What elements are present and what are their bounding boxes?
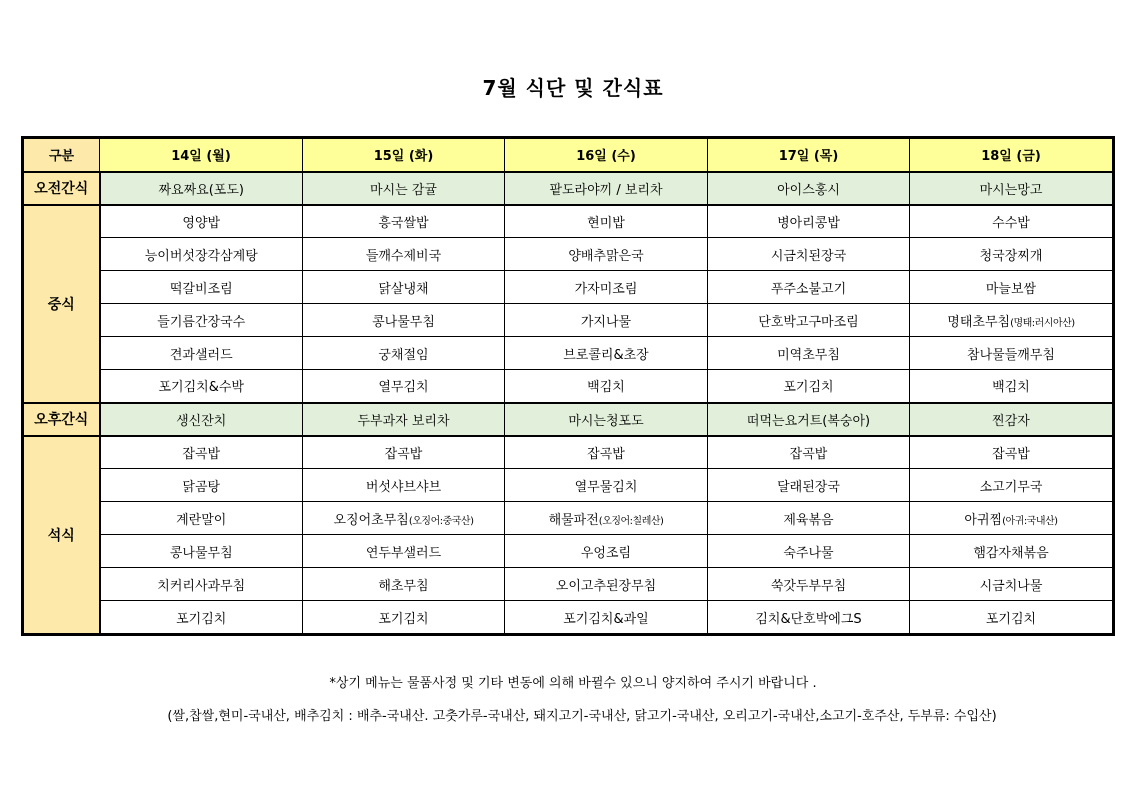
menu-cell: 콩나물무침 xyxy=(303,304,505,337)
menu-cell xyxy=(910,304,1113,337)
menu-cell: 쑥갓두부무침 xyxy=(708,568,910,601)
lunch-row xyxy=(24,370,1113,403)
menu-cell: 소고기무국 xyxy=(910,469,1113,502)
menu-cell: 닭살냉채 xyxy=(303,271,505,304)
header-day: 15일 (화) xyxy=(303,139,505,172)
menu-item-text: 아귀찜 xyxy=(964,512,1003,528)
menu-cell: 계란말이 xyxy=(100,502,303,535)
menu-cell: 우엉조림 xyxy=(505,535,708,568)
menu-cell: 포기김치 xyxy=(100,601,303,634)
lunch-row xyxy=(24,238,1113,271)
menu-cell: 제육볶음 xyxy=(708,502,910,535)
menu-cell: 햄감자채볶음 xyxy=(910,535,1113,568)
origin-note: (오징어:칠레산) xyxy=(598,515,664,527)
menu-cell: 아이스홍시 xyxy=(708,172,910,205)
menu-cell: 흥국쌀밥 xyxy=(303,205,505,238)
menu-cell: 견과샐러드 xyxy=(100,337,303,370)
menu-cell: 포기김치&과일 xyxy=(505,601,708,634)
afternoon-snack-row xyxy=(24,403,1113,436)
menu-cell: 브로콜리&초장 xyxy=(505,337,708,370)
menu-cell: 푸주소불고기 xyxy=(708,271,910,304)
menu-cell: 두부과자 보리차 xyxy=(303,403,505,436)
menu-cell: 오이고추된장무침 xyxy=(505,568,708,601)
menu-cell: 단호박고구마조림 xyxy=(708,304,910,337)
dinner-row xyxy=(24,469,1113,502)
menu-cell: 가지나물 xyxy=(505,304,708,337)
change-notice: *상기 메뉴는 물품사정 및 기타 변동에 의해 바뀔수 있으니 양지하여 주시기 바랍니다 . xyxy=(329,676,817,691)
menu-cell: 현미밥 xyxy=(505,205,708,238)
menu-cell: 잡곡밥 xyxy=(910,436,1113,469)
header-day: 17일 (목) xyxy=(708,139,910,172)
menu-cell: 포기김치 xyxy=(708,370,910,403)
dinner-row xyxy=(24,535,1113,568)
menu-cell: 해초무침 xyxy=(303,568,505,601)
menu-cell: 달래된장국 xyxy=(708,469,910,502)
menu-item-text: 명태초무침 xyxy=(947,314,1011,330)
menu-cell: 포기김치&수박 xyxy=(100,370,303,403)
menu-cell: 시금치된장국 xyxy=(708,238,910,271)
morning-snack-label: 오전간식 xyxy=(24,172,100,205)
menu-cell xyxy=(910,502,1113,535)
menu-cell: 잡곡밥 xyxy=(505,436,708,469)
origin-note: (오징어:중국산) xyxy=(408,515,474,527)
menu-cell: 버섯샤브샤브 xyxy=(303,469,505,502)
menu-cell: 능이버섯장각삼계탕 xyxy=(100,238,303,271)
menu-cell: 잡곡밥 xyxy=(100,436,303,469)
menu-cell: 미역초무침 xyxy=(708,337,910,370)
menu-cell: 잡곡밥 xyxy=(303,436,505,469)
menu-cell: 연두부샐러드 xyxy=(303,535,505,568)
menu-cell xyxy=(303,502,505,535)
menu-cell: 영양밥 xyxy=(100,205,303,238)
menu-cell: 시금치나물 xyxy=(910,568,1113,601)
menu-cell: 찐감자 xyxy=(910,403,1113,436)
menu-cell: 궁채절임 xyxy=(303,337,505,370)
menu-cell: 팥도라야끼 / 보리차 xyxy=(505,172,708,205)
dinner-label: 석식 xyxy=(24,436,100,634)
menu-item-text: 오징어초무침 xyxy=(333,512,409,528)
menu-cell: 백김치 xyxy=(910,370,1113,403)
dinner-row xyxy=(24,568,1113,601)
menu-cell: 떡갈비조림 xyxy=(100,271,303,304)
menu-cell: 마늘보쌈 xyxy=(910,271,1113,304)
menu-cell: 청국장찌개 xyxy=(910,238,1113,271)
header-gubun: 구분 xyxy=(24,139,100,172)
menu-cell: 열무김치 xyxy=(303,370,505,403)
origin-note: (아귀:국내산) xyxy=(1002,515,1058,527)
menu-cell: 병아리콩밥 xyxy=(708,205,910,238)
menu-cell: 참나물들깨무침 xyxy=(910,337,1113,370)
lunch-row xyxy=(24,337,1113,370)
menu-cell: 떠먹는요거트(복숭아) xyxy=(708,403,910,436)
header-day: 16일 (수) xyxy=(505,139,708,172)
page-title: 7월 식단 및 간식표 xyxy=(482,76,664,100)
menu-cell: 김치&단호박에그S xyxy=(708,601,910,634)
lunch-row xyxy=(24,205,1113,238)
morning-snack-row xyxy=(24,172,1113,205)
dinner-row xyxy=(24,502,1113,535)
dinner-row xyxy=(24,601,1113,634)
menu-cell: 수수밥 xyxy=(910,205,1113,238)
menu-cell: 잡곡밥 xyxy=(708,436,910,469)
menu-cell: 들기름간장국수 xyxy=(100,304,303,337)
menu-cell: 숙주나물 xyxy=(708,535,910,568)
menu-cell: 들깨수제비국 xyxy=(303,238,505,271)
menu-cell xyxy=(505,502,708,535)
menu-cell: 가자미조림 xyxy=(505,271,708,304)
menu-cell: 짜요짜요(포도) xyxy=(100,172,303,205)
menu-cell: 마시는 감귤 xyxy=(303,172,505,205)
lunch-row xyxy=(24,304,1113,337)
origin-note: (명태:러시아산) xyxy=(1010,317,1075,329)
menu-cell: 포기김치 xyxy=(303,601,505,634)
header-day: 14일 (월) xyxy=(100,139,303,172)
lunch-row xyxy=(24,271,1113,304)
menu-item-text: 해물파전 xyxy=(548,512,599,528)
menu-cell: 마시는청포도 xyxy=(505,403,708,436)
header-day: 18일 (금) xyxy=(910,139,1113,172)
menu-cell: 치커리사과무침 xyxy=(100,568,303,601)
header-row xyxy=(24,139,1113,172)
menu-cell: 생신잔치 xyxy=(100,403,303,436)
menu-cell: 백김치 xyxy=(505,370,708,403)
afternoon-snack-label: 오후간식 xyxy=(24,403,100,436)
menu-table xyxy=(23,138,1113,634)
dinner-row xyxy=(24,436,1113,469)
menu-cell: 마시는망고 xyxy=(910,172,1113,205)
menu-cell: 닭곰탕 xyxy=(100,469,303,502)
menu-cell: 양배추맑은국 xyxy=(505,238,708,271)
menu-cell: 열무물김치 xyxy=(505,469,708,502)
menu-cell: 콩나물무침 xyxy=(100,535,303,568)
lunch-label: 중식 xyxy=(24,205,100,403)
origin-notice: (쌀,찹쌀,현미-국내산, 배추김치 : 배추-국내산. 고춧가루-국내산, 돼지고기-국내산, 닭고기-국내산, 오리고기-국내산,소고기-호주산, 두부류: 수입산) xyxy=(167,709,997,724)
menu-cell: 포기김치 xyxy=(910,601,1113,634)
